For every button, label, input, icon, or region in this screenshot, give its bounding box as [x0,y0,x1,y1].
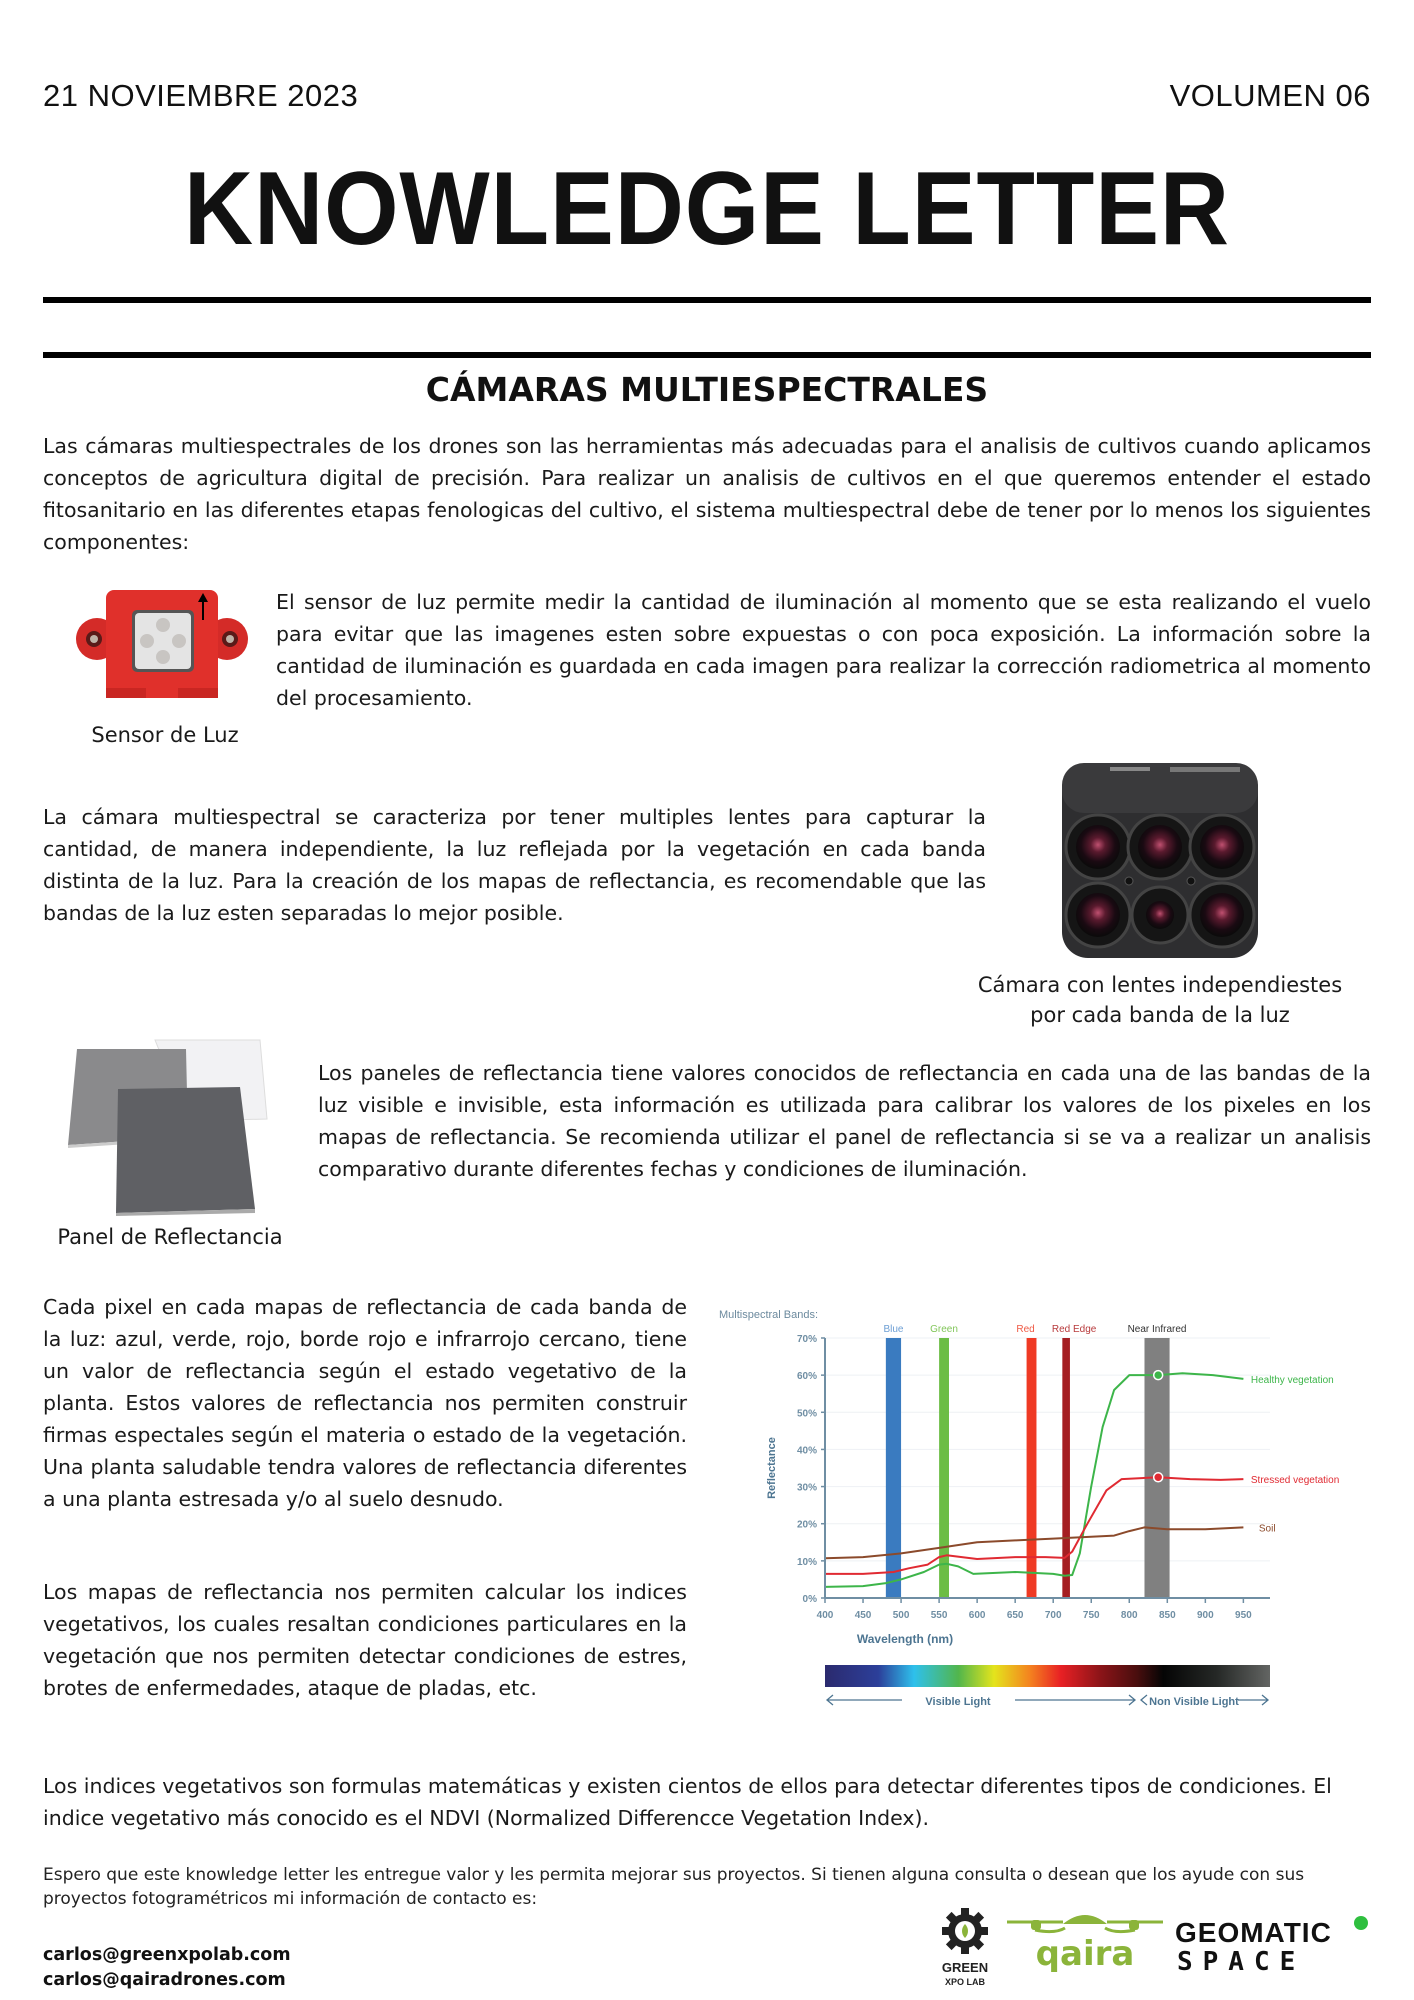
panel-paragraph: Los paneles de reflectancia tiene valores conocidos de reflectancia en cada una de las bandas de la luz visible e invisible, esta información es utilizada para calibrar los valores de los pixeles en los mapas de reflectancia. Se recomienda utilizar el panel de reflectancia si se va a realizar un analisis comparativo durante diferentes fechas y condiciones de iluminación. [318,1061,1371,1181]
sensor-paragraph: El sensor de luz permite medir la cantidad de iluminación al momento que se esta realizando el vuelo para evitar que las imagenes esten sobre expuestas o con poca exposición. La información sobre la cantidad de iluminación es guardada en cada imagen para realizar la corrección radiometrica al momento del procesamiento. [276,590,1371,710]
band-label: Red Edge [1051,1324,1097,1335]
y-tick-label: 10% [796,1556,817,1568]
y-tick-label: 70% [796,1334,817,1345]
spectrum-bar [825,1665,1270,1687]
y-tick-label: 60% [796,1371,817,1383]
issue-date: 21 NOVIEMBRE 2023 [43,78,359,113]
series-label: Stressed vegetation [1250,1475,1340,1487]
series-marker [1154,1371,1163,1380]
x-tick-label: 950 [1235,1610,1252,1621]
camera-caption-line2: por cada banda de la luz [1030,1003,1290,1027]
panel-caption: Panel de Reflectancia [57,1225,283,1249]
band-red-edge [1062,1338,1070,1598]
x-tick-label: 500 [892,1610,910,1621]
section-title: CÁMARAS MULTIESPECTRALES [425,370,989,409]
spectral-signature-chart [715,1300,1385,1720]
camera-caption-line1: Cámara con lentes independiestes [977,973,1343,997]
band-blue [886,1338,901,1598]
camera-paragraph: La cámara multiespectral se caracteriza por tener multiples lentes para capturar la cantidad, de manera independiente, la luz reflejada por la vegetación en cada banda distinta de la luz. Para la creación de los mapas de reflectancia, es recomendable que las bandas de la luz esten separadas lo mejor posible. [43,805,986,925]
light-sensor-image [76,588,248,703]
non-visible-light-label: Non Visible Light [1149,1696,1239,1708]
email-qairadrones[interactable]: carlos@qairadrones.com [43,1970,286,1990]
reflectance-panel-image [60,1037,270,1217]
header-divider-bottom [43,352,1371,358]
band-green [939,1338,949,1598]
series-label: Healthy vegetation [1250,1374,1334,1386]
pixel-paragraph: Cada pixel en cada mapas de reflectancia de cada banda de la luz: azul, verde, rojo, borde rojo e infrarrojo cercano, tiene un valor de reflectancia según el estado vegetativo de la planta. Estos valores de reflectancia nos permiten construir firmas espectales según el materia o estado de la vegetación. Una planta saludable tendra valores de reflectancia diferentes a una planta estresada y/o al suelo desnudo. [43,1295,687,1511]
x-tick-label: 600 [968,1610,986,1621]
x-tick-label: 850 [1158,1610,1176,1621]
band-header-label: Multispectral Bands: [719,1309,819,1321]
x-tick-label: 400 [816,1610,834,1621]
ndvi-paragraph: Los indices vegetativos son formulas matemáticas y existen cientos de ellos para detectar diferentes tipos de condiciones. El indice vegetativo más conocido es el NDVI (Normalized Differencce Vegetation Index). [43,1774,1332,1830]
logo-space-text: SPACE [1177,1947,1306,1975]
band-label: Blue [883,1324,904,1335]
intro-paragraph: Las cámaras multiespectrales de los drones son las herramientas más adecuadas para el analisis de cultivos cuando aplicamos conceptos de agricultura digital de precisión. Para realizar un analisis de cultivos en el que queremos entender el estado fitosanitario en las diferentes etapas fenologicas del cultivo, el sistema multiespectral debe de tener por lo menos los siguientes componentes: [43,434,1371,554]
email-greenxpolab[interactable]: carlos@greenxpolab.com [43,1945,291,1965]
multispectral-camera-image [1050,757,1270,962]
series-lines [825,1371,1339,1587]
y-tick-label: 20% [796,1519,817,1531]
band-label: Near Infrared [1127,1324,1187,1335]
y-tick-label: 40% [796,1445,817,1457]
y-tick-label: 50% [796,1408,817,1420]
logo-qaira-text: qaira [1035,1934,1135,1974]
x-tick-label: 650 [1006,1610,1024,1621]
sensor-caption: Sensor de Luz [91,723,239,747]
visible-light-label: Visible Light [925,1696,991,1708]
logo-geomatic-text: GEOMATIC [1175,1917,1332,1948]
series-label: Soil [1258,1523,1276,1535]
globe-icon [1354,1916,1368,1930]
band-red [1027,1338,1037,1598]
newsletter-title: KNOWLEDGE LETTER [184,151,1230,267]
header-divider-top [43,297,1371,303]
x-axis-label: Wavelength (nm) [856,1632,954,1646]
x-tick-label: 900 [1196,1610,1214,1621]
qaira-logo [1005,1910,1165,1975]
x-tick-label: 750 [1082,1610,1100,1621]
logo-green-text: GREEN [941,1960,989,1975]
issue-volume: VOLUMEN 06 [1169,78,1371,113]
band-label: Red [1016,1324,1035,1335]
x-tick-label: 550 [930,1610,948,1621]
x-tick-label: 450 [854,1610,872,1621]
y-tick-label: 30% [796,1482,817,1494]
series-marker [1154,1473,1163,1482]
green-xpo-lab-logo [935,1905,995,1995]
x-tick-label: 800 [1120,1610,1138,1621]
logo-xpolab-text: XPO LAB [944,1977,986,1987]
closing-text: Espero que este knowledge letter les entregue valor y les permita mejorar sus proyectos. Si tienen alguna consulta o desean que los ayude con sus proyectos fotogramétricos mi información de contacto es: [43,1865,1305,1909]
x-tick-label: 700 [1044,1610,1062,1621]
y-tick-label: 0% [802,1594,817,1605]
camera-caption [950,970,1370,1030]
geomatic-space-logo [1175,1915,1370,1975]
band-label: Green [930,1324,958,1335]
maps-paragraph: Los mapas de reflectancia nos permiten calcular los indices vegetativos, los cuales resaltan condiciones particulares en la vegetación que nos permiten detectar condiciones de estres, brotes de enfermedades, ataque de pladas, etc. [43,1580,687,1700]
y-axis-label: Reflectance [766,1437,778,1499]
